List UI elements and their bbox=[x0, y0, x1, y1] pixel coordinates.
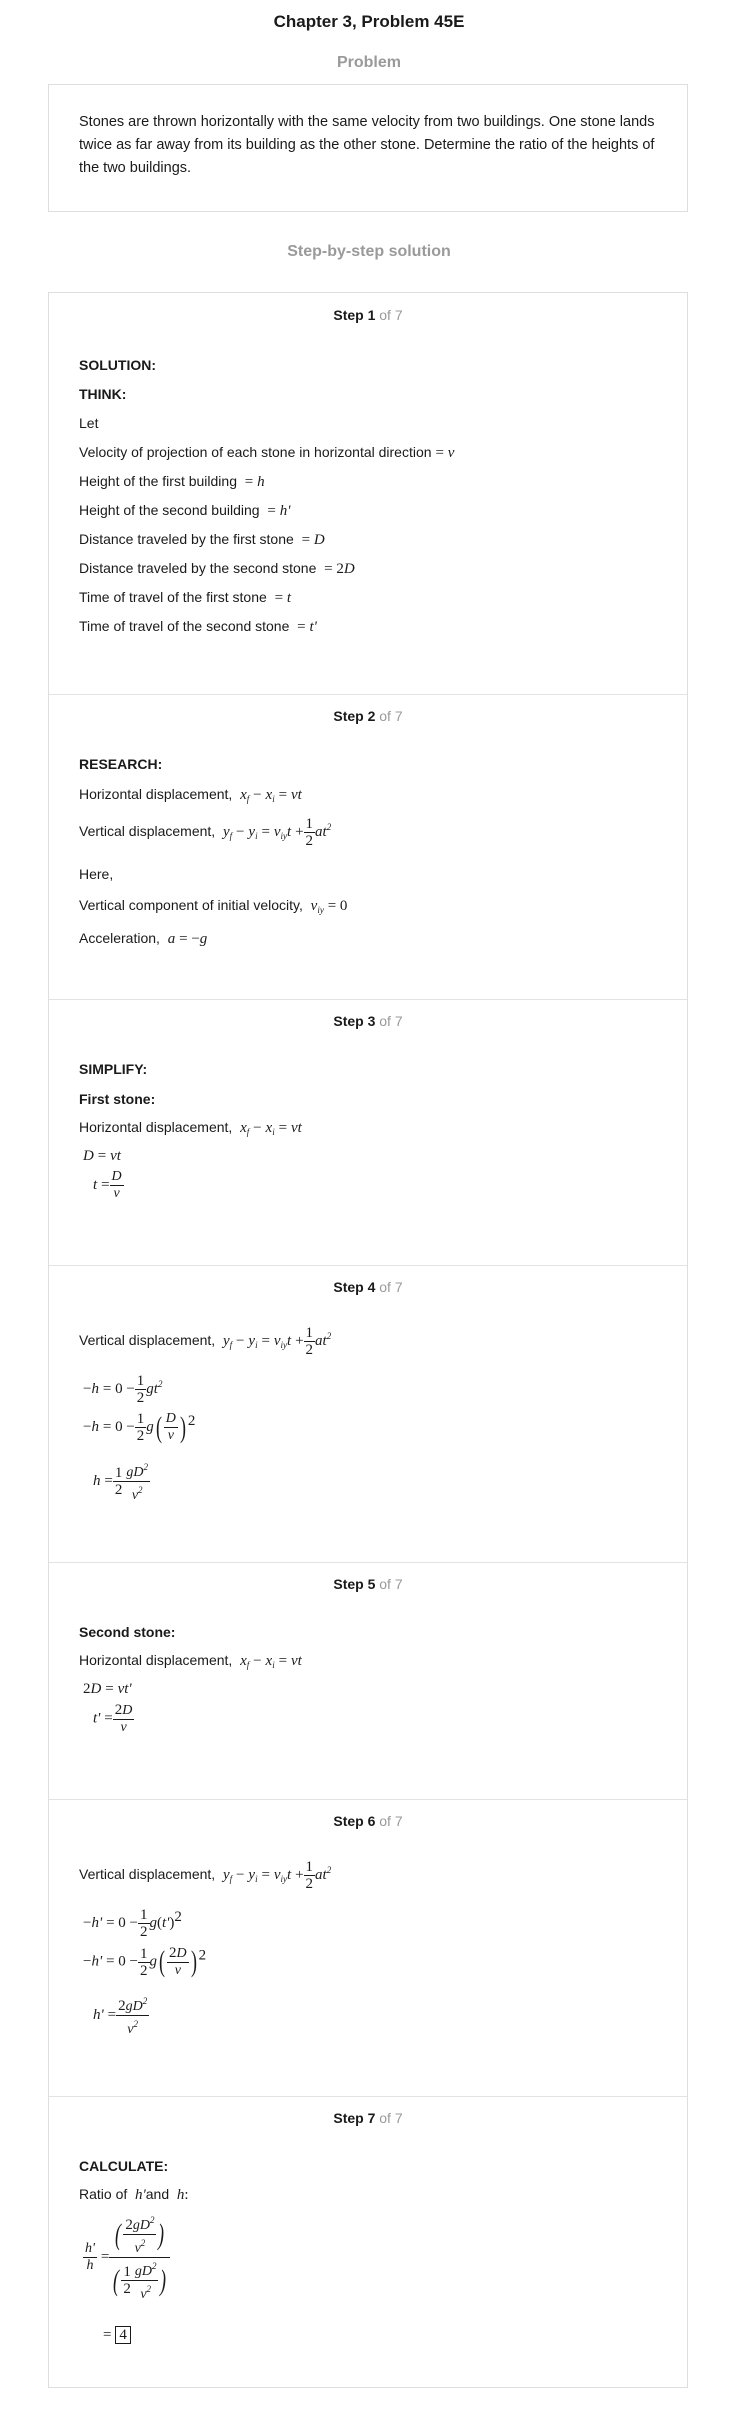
step-7-header: Step 7 of 7 bbox=[333, 2110, 403, 2126]
here-text: Here, bbox=[79, 866, 114, 882]
eq-2d-vt: 2D = vt' bbox=[83, 1681, 132, 1697]
eq-h-3: h = $\frac{1}{2}$ $\frac{gD^2}{v^2}$ bbox=[93, 1459, 150, 1504]
solution-steps bbox=[48, 292, 688, 2388]
accel-eq: Acceleration, a = −g bbox=[79, 930, 208, 947]
solution-heading: Step-by-step solution bbox=[287, 243, 451, 260]
solution-label: SOLUTION: bbox=[79, 357, 156, 373]
research-label: RESEARCH: bbox=[79, 756, 163, 772]
vert-comp-eq: Vertical component of initial velocity, $v_{iy} = 0$ bbox=[79, 897, 348, 915]
velocity-def: Velocity of projection of each stone in horizontal direction = v bbox=[79, 444, 455, 461]
dist1-def: Distance traveled by the first stone = D bbox=[79, 531, 325, 548]
problem-heading: Problem bbox=[336, 54, 401, 71]
step-3 bbox=[49, 999, 687, 1266]
step-1-header: Step 1 of 7 bbox=[333, 307, 403, 323]
step-5-header: Step 5 of 7 bbox=[333, 1576, 403, 1592]
second-stone-label: Second stone: bbox=[79, 1624, 176, 1640]
ratio-eq: $\frac{h'}{h}$ = ( $\frac{2gD^2}{v^2}$ ) ( $\frac{1}{2}$ $\frac{gD^2}{v^2}$ ) bbox=[83, 2212, 170, 2303]
step-7 bbox=[49, 2096, 687, 2387]
eq-d-vt: D = vt bbox=[83, 1148, 121, 1164]
eq-h-1: −h = 0 − $\frac{1}{2}$ $gt^2$ bbox=[83, 1373, 163, 1406]
problem-box bbox=[48, 84, 688, 212]
let-text: Let bbox=[79, 415, 99, 431]
step-2 bbox=[49, 694, 687, 1000]
step-4 bbox=[49, 1265, 687, 1563]
step-5 bbox=[49, 1562, 687, 1800]
eq-hp-2: −h' = 0 − $\frac{1}{2}$ g( $\frac{2D}{v}$ ) $^2$ bbox=[83, 1945, 207, 1979]
vertical-eq: Vertical displacement, $y_f - y_i = v_{iy}t$ + $\frac{1}{2}$ $at^2$ bbox=[79, 816, 332, 849]
eq-hp-3: h' = $\frac{2gD^2}{v^2}$ bbox=[93, 1993, 149, 2038]
problem-text: Stones are thrown horizontally with the same velocity from two buildings. One stone lands twice as far away from its building as the other stone. Determine the ratio of the heights of the two buildings. bbox=[79, 114, 655, 176]
step-1 bbox=[49, 293, 687, 695]
horizontal-eq: Horizontal displacement, $x_f - x_i$ = vt bbox=[79, 786, 302, 804]
vertical-eq: Vertical displacement, $y_f - y_i = v_{iy}t$ + $\frac{1}{2}$ $at^2$ bbox=[79, 1325, 332, 1358]
height1-def: Height of the first building = h bbox=[79, 473, 265, 490]
simplify-label: SIMPLIFY: bbox=[79, 1061, 148, 1077]
time1-def: Time of travel of the first stone = t bbox=[79, 589, 292, 606]
page-title: Chapter 3, Problem 45E bbox=[273, 12, 465, 31]
eq-h-2: −h = 0 − $\frac{1}{2}$ g( $\frac{D}{v}$ ) $^2$ bbox=[83, 1410, 196, 1444]
step-2-header: Step 2 of 7 bbox=[333, 708, 403, 724]
height2-def: Height of the second building = h' bbox=[79, 502, 291, 519]
time2-def: Time of travel of the second stone = t' bbox=[79, 618, 317, 635]
ratio-answer: = 4 bbox=[103, 2326, 131, 2344]
dist2-def: Distance traveled by the second stone = 2D bbox=[79, 560, 355, 577]
calculate-label: CALCULATE: bbox=[79, 2158, 169, 2174]
horizontal-eq: Horizontal displacement, $x_f - x_i$ = vt bbox=[79, 1119, 302, 1137]
step-6 bbox=[49, 1799, 687, 2097]
first-stone-label: First stone: bbox=[79, 1091, 156, 1107]
step-4-header: Step 4 of 7 bbox=[333, 1279, 403, 1295]
think-label: THINK: bbox=[79, 386, 127, 402]
eq-t-2dv: t' = $\frac{2D}{v}$ bbox=[93, 1702, 133, 1735]
horizontal-eq: Horizontal displacement, $x_f - x_i$ = vt bbox=[79, 1652, 302, 1670]
step-6-header: Step 6 of 7 bbox=[333, 1813, 403, 1829]
ratio-text: Ratio of h'and h: bbox=[79, 2186, 189, 2203]
eq-hp-1: −h' = 0 − $\frac{1}{2}$ $g(t')^2$ bbox=[83, 1907, 182, 1940]
vertical-eq: Vertical displacement, $y_f - y_i = v_{iy}t$ + $\frac{1}{2}$ $at^2$ bbox=[79, 1859, 332, 1892]
eq-t-dv: t = $\frac{D}{v}$ bbox=[93, 1169, 122, 1201]
step-3-header: Step 3 of 7 bbox=[333, 1013, 403, 1029]
